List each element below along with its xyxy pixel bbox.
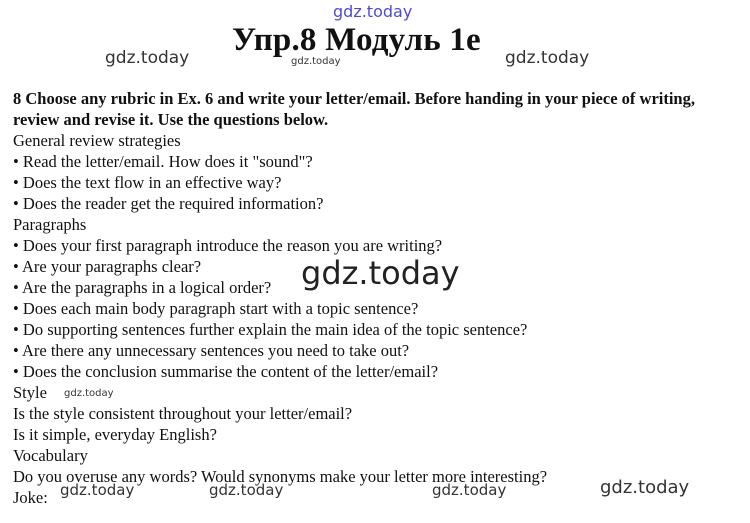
list-item: • Does the text flow in an effective way? (13, 173, 282, 192)
exercise-content (13, 88, 738, 508)
list-item: • Does your first paragraph introduce the reason you are writing? (13, 236, 443, 255)
watermark-right: gdz.today (505, 48, 590, 68)
watermark-middle: gdz.today (301, 254, 460, 292)
watermark-footer: gdz.today (432, 481, 507, 499)
watermark-small: gdz.today (64, 388, 114, 399)
section-heading: Paragraphs (13, 215, 87, 234)
page-title: Упр.8 Модуль 1e (232, 22, 481, 58)
section-heading: Vocabulary (13, 446, 88, 465)
joke-label: Joke: (13, 488, 48, 507)
watermark-footer: gdz.today (60, 481, 135, 499)
list-item: Is the style consistent throughout your letter/email? (13, 404, 353, 423)
watermark-under-title: gdz.today (291, 56, 341, 67)
list-item: • Does the reader get the required information? (13, 194, 324, 213)
watermark-footer: gdz.today (209, 481, 284, 499)
list-item: • Do supporting sentences further explain the main idea of the topic sentence? (13, 320, 528, 339)
list-item: • Read the letter/email. How does it "sound"? (13, 152, 313, 171)
list-item: • Does each main body paragraph start with a topic sentence? (13, 299, 419, 318)
section-heading: General review strategies (13, 131, 181, 150)
watermark-left: gdz.today (105, 48, 190, 68)
watermark-footer: gdz.today (600, 477, 690, 498)
watermark-top: gdz.today (333, 2, 413, 21)
list-item: • Are the paragraphs in a logical order? (13, 278, 272, 297)
task-instruction: 8 Choose any rubric in Ex. 6 and write your letter/email. Before handing in your piece of writing, review and revise it. Use the questions below. (13, 89, 695, 129)
list-item: Do you overuse any words? Would synonyms make your letter more interesting? (13, 467, 548, 486)
list-item: • Are there any unnecessary sentences you need to take out? (13, 341, 410, 360)
list-item: • Are your paragraphs clear? (13, 257, 202, 276)
section-heading: Style (13, 383, 47, 402)
list-item: • Does the conclusion summarise the content of the letter/email? (13, 362, 439, 381)
list-item: Is it simple, everyday English? (13, 425, 217, 444)
